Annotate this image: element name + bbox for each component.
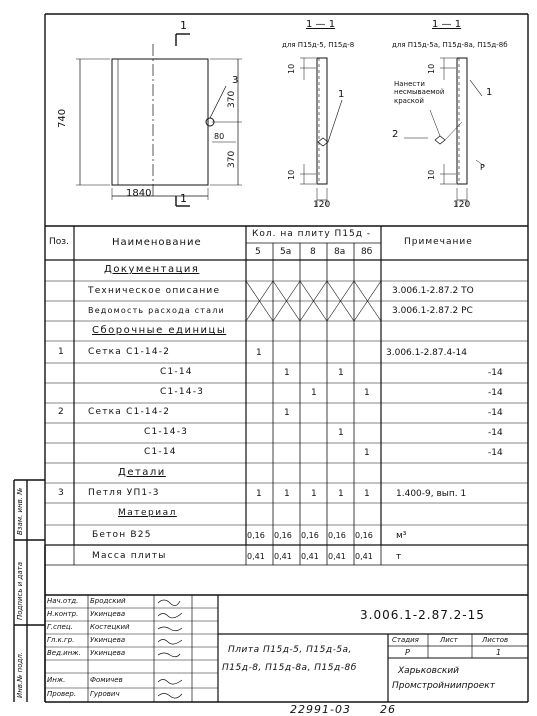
stage-value: Р — [405, 648, 410, 657]
qty-cell: 0,41 — [328, 552, 346, 561]
row-note: 3.006.1-2.87.4-14 — [386, 348, 467, 358]
description-line-1: Плита П15д-5, П15д-5а, — [228, 645, 352, 655]
section-assemblies: Сборочные единицы — [92, 325, 227, 336]
qty-cell: 0,16 — [301, 531, 319, 540]
description-line-2: П15д-8, П15д-8а, П15д-8б — [222, 663, 357, 673]
signer-role: Н.контр. — [47, 610, 79, 618]
dim-lower: 370 — [227, 150, 237, 168]
section-left-callout: 1 — [338, 89, 345, 100]
row-name: С1-14-3 — [144, 427, 189, 437]
qty-cell: 0,41 — [274, 552, 292, 561]
variant-8a: 8а — [334, 247, 346, 257]
qty-cell: 0,16 — [247, 531, 265, 540]
paint-note: Нанести несмываемой краской — [394, 80, 445, 105]
qty-cell: 0,41 — [355, 552, 373, 561]
sheets-label: Листов — [482, 636, 509, 644]
section-right-dim-bottom: 10 — [427, 169, 436, 180]
section-right-dim-top: 10 — [427, 63, 436, 74]
qty-cell: 1 — [364, 448, 370, 458]
section-left-subtitle: для П15д-5, П15д-8 — [282, 41, 355, 49]
qty-cell: 1 — [256, 348, 262, 358]
section-material: Материал — [118, 508, 177, 518]
col-qty-header: Кол. на плиту П15д - — [252, 229, 372, 239]
qty-cell: 1 — [338, 368, 344, 378]
row-note: -14 — [488, 388, 503, 398]
signer-role: Провер. — [47, 690, 77, 698]
qty-cell: 0,41 — [247, 552, 265, 561]
stage-label: Стадия — [392, 636, 419, 644]
row-name: Масса плиты — [92, 551, 167, 561]
signer-name: Бродский — [90, 597, 126, 605]
col-name-header: Наименование — [112, 237, 202, 248]
row-name: Бетон В25 — [92, 530, 152, 540]
side-stamp-inv: Инв.№ подл. — [16, 651, 24, 698]
row-name: С1-14 — [160, 367, 193, 377]
variant-5: 5 — [255, 247, 261, 257]
doc-note: 3.006.1-2.87.2 ТО — [392, 286, 474, 296]
signer-name: Костецкий — [90, 623, 130, 631]
col-note-header: Примечание — [404, 237, 473, 247]
signer-name: Фомичев — [90, 676, 123, 684]
footer-page: 26 — [380, 703, 396, 716]
footer-number: 22991-03 — [290, 703, 351, 716]
row-pos: 2 — [58, 407, 65, 417]
qty-cell: 1 — [364, 388, 370, 398]
section-left-title: 1 — 1 — [306, 19, 336, 30]
section-left-dim-top: 10 — [287, 63, 296, 74]
section-right-dim-width: 120 — [453, 200, 471, 210]
section-right-title: 1 — 1 — [432, 19, 462, 30]
row-name: Сетка С1-14-2 — [88, 407, 171, 417]
qty-cell: 0,41 — [301, 552, 319, 561]
row-note: -14 — [488, 428, 503, 438]
dim-upper: 370 — [227, 90, 237, 108]
row-note: -14 — [488, 448, 503, 458]
qty-cell: 1 — [256, 489, 262, 499]
row-name: С1-14-3 — [160, 387, 205, 397]
qty-cell: 1 — [311, 388, 317, 398]
qty-cell: 0,16 — [328, 531, 346, 540]
signer-role: Гл.к.гр. — [47, 636, 75, 644]
row-name: Петля УП1-3 — [88, 488, 160, 498]
row-pos: 3 — [58, 488, 65, 498]
doc-note: 3.006.1-2.87.2 РС — [392, 306, 473, 316]
side-stamp-replace: Взам. инв. № — [16, 487, 24, 535]
dim-height: 740 — [57, 108, 68, 128]
qty-cell: 1 — [311, 489, 317, 499]
section-parts: Детали — [118, 467, 166, 478]
dim-loop: 80 — [214, 132, 225, 141]
row-pos: 1 — [58, 347, 65, 357]
section-mark-bottom: 1 — [180, 192, 187, 205]
section-mark-top: 1 — [180, 19, 187, 32]
section-left-dim-width: 120 — [313, 200, 331, 210]
qty-cell: 0,16 — [274, 531, 292, 540]
org-line-1: Харьковский — [398, 666, 460, 676]
sheets-value: 1 — [496, 648, 502, 657]
dim-width: 1840 — [126, 188, 152, 199]
qty-cell: 1 — [364, 489, 370, 499]
callout-3: 3 — [232, 75, 239, 86]
variant-8b: 8б — [361, 247, 373, 257]
qty-cell: 1 — [284, 489, 290, 499]
section-right-subtitle: для П15д-5а, П15д-8а, П15д-8б — [392, 41, 508, 49]
section-docs: Документация — [104, 264, 200, 275]
side-stamp-sign: Подпись и дата — [16, 562, 24, 620]
col-pos-header: Поз. — [49, 237, 69, 247]
section-right-callout-2: 2 — [392, 129, 399, 140]
signer-name: Укинцева — [90, 636, 126, 644]
row-note: м³ — [396, 531, 407, 541]
org-line-2: Промстройниипроект — [392, 681, 495, 691]
qty-cell: 1 — [284, 408, 290, 418]
qty-cell: 0,16 — [355, 531, 373, 540]
row-note: -14 — [488, 368, 503, 378]
document-code: 3.006.1-2.87.2-15 — [360, 608, 485, 622]
signer-role: Г.спец. — [47, 623, 73, 631]
signer-name: Укинцева — [90, 649, 126, 657]
section-left-dim-bottom: 10 — [287, 169, 296, 180]
doc-name: Техническое описание — [88, 286, 221, 296]
signer-name: Гурович — [90, 690, 120, 698]
row-note: 1.400-9, вып. 1 — [396, 489, 467, 499]
sheet-label: Лист — [440, 636, 458, 644]
row-note: т — [396, 552, 402, 562]
variant-5a: 5а — [280, 247, 292, 257]
mark-p: P — [480, 163, 485, 172]
qty-cell: 1 — [338, 428, 344, 438]
row-name: Сетка С1-14-2 — [88, 347, 171, 357]
row-name: С1-14 — [144, 447, 177, 457]
signer-role: Вед.инж. — [47, 649, 81, 657]
variant-8: 8 — [310, 247, 316, 257]
qty-cell: 1 — [338, 489, 344, 499]
row-note: -14 — [488, 408, 503, 418]
signer-role: Нач.отд. — [47, 597, 79, 605]
qty-cell: 1 — [284, 368, 290, 378]
signer-name: Укинцева — [90, 610, 126, 618]
signer-role: Инж. — [47, 676, 66, 684]
section-right-callout-1: 1 — [486, 87, 493, 98]
doc-name: Ведомость расхода стали — [88, 306, 225, 315]
